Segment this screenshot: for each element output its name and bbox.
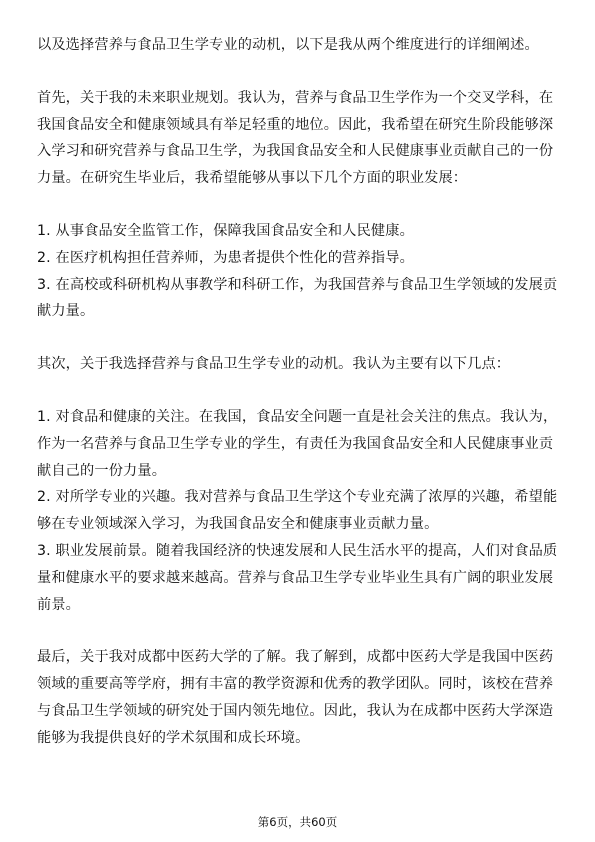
section1-list-item: 2. 在医疗机构担任营养师，为患者提供个性化的营养指导。 <box>37 249 414 266</box>
page-number-footer: 第6页，共60页 <box>257 815 338 829</box>
section2-list-item: 1. 对食品和健康的关注。在我国，食品安全问题一直是社会关注的焦点。我认为，作为一名营养与食品卫生学专业的学生，有责任为我国食品安全和人民健康事业贡献自己的一份力量。 <box>37 408 558 479</box>
paragraph-gap <box>37 59 558 85</box>
section2-list-item: 2. 对所学专业的兴趣。我对营养与食品卫生学这个专业充满了浓厚的兴趣，希望能够在专业领域深入学习，为我国食品安全和健康事业贡献力量。 <box>37 489 558 533</box>
intro-line: 以及选择营养与食品卫生学专业的动机，以下是我从两个维度进行的详细阐述。 <box>37 37 539 53</box>
paragraph-gap <box>37 618 558 644</box>
paragraph-gap <box>37 192 558 218</box>
section1-paragraph: 首先，关于我的未来职业规划。我认为，营养与食品卫生学作为一个交叉学科，在我国食品安全和健康领域具有举足轻重的地位。因此，我希望在研究生阶段能够深入学习和研究营养与食品卫生学，为我国食品安全和人民健康事业贡献自己的一份力量。在研究生毕业后，我希望能够从事以下几个方面的职业发展： <box>37 89 554 187</box>
section3-paragraph: 最后，关于我对成都中医药大学的了解。我了解到，成都中医药大学是我国中医药领域的重要高等学府，拥有丰富的教学资源和优秀的教学团队。同时，该校在营养与食品卫生学领域的研究处于国内领先地位。因此，我认为在成都中医药大学深造能够为我提供良好的学术氛围和成长环境。 <box>37 649 554 746</box>
section2-list-item: 3. 职业发展前景。随着我国经济的快速发展和人民生活水平的提高，人们对食品质量和健康水平的要求越来越高。营养与食品卫生学专业毕业生具有广阔的职业发展前景。 <box>37 542 558 613</box>
paragraph-gap <box>37 378 558 404</box>
paragraph-gap <box>37 325 558 351</box>
document-body <box>37 32 558 752</box>
section1-list-item: 1. 从事食品安全监管工作，保障我国食品安全和人民健康。 <box>37 222 414 239</box>
section2-paragraph: 其次，关于我选择营养与食品卫生学专业的动机。我认为主要有以下几点： <box>37 356 511 373</box>
section1-list-item: 3. 在高校或科研机构从事教学和科研工作，为我国营养与食品卫生学领域的发展贡献力量。 <box>37 276 558 320</box>
